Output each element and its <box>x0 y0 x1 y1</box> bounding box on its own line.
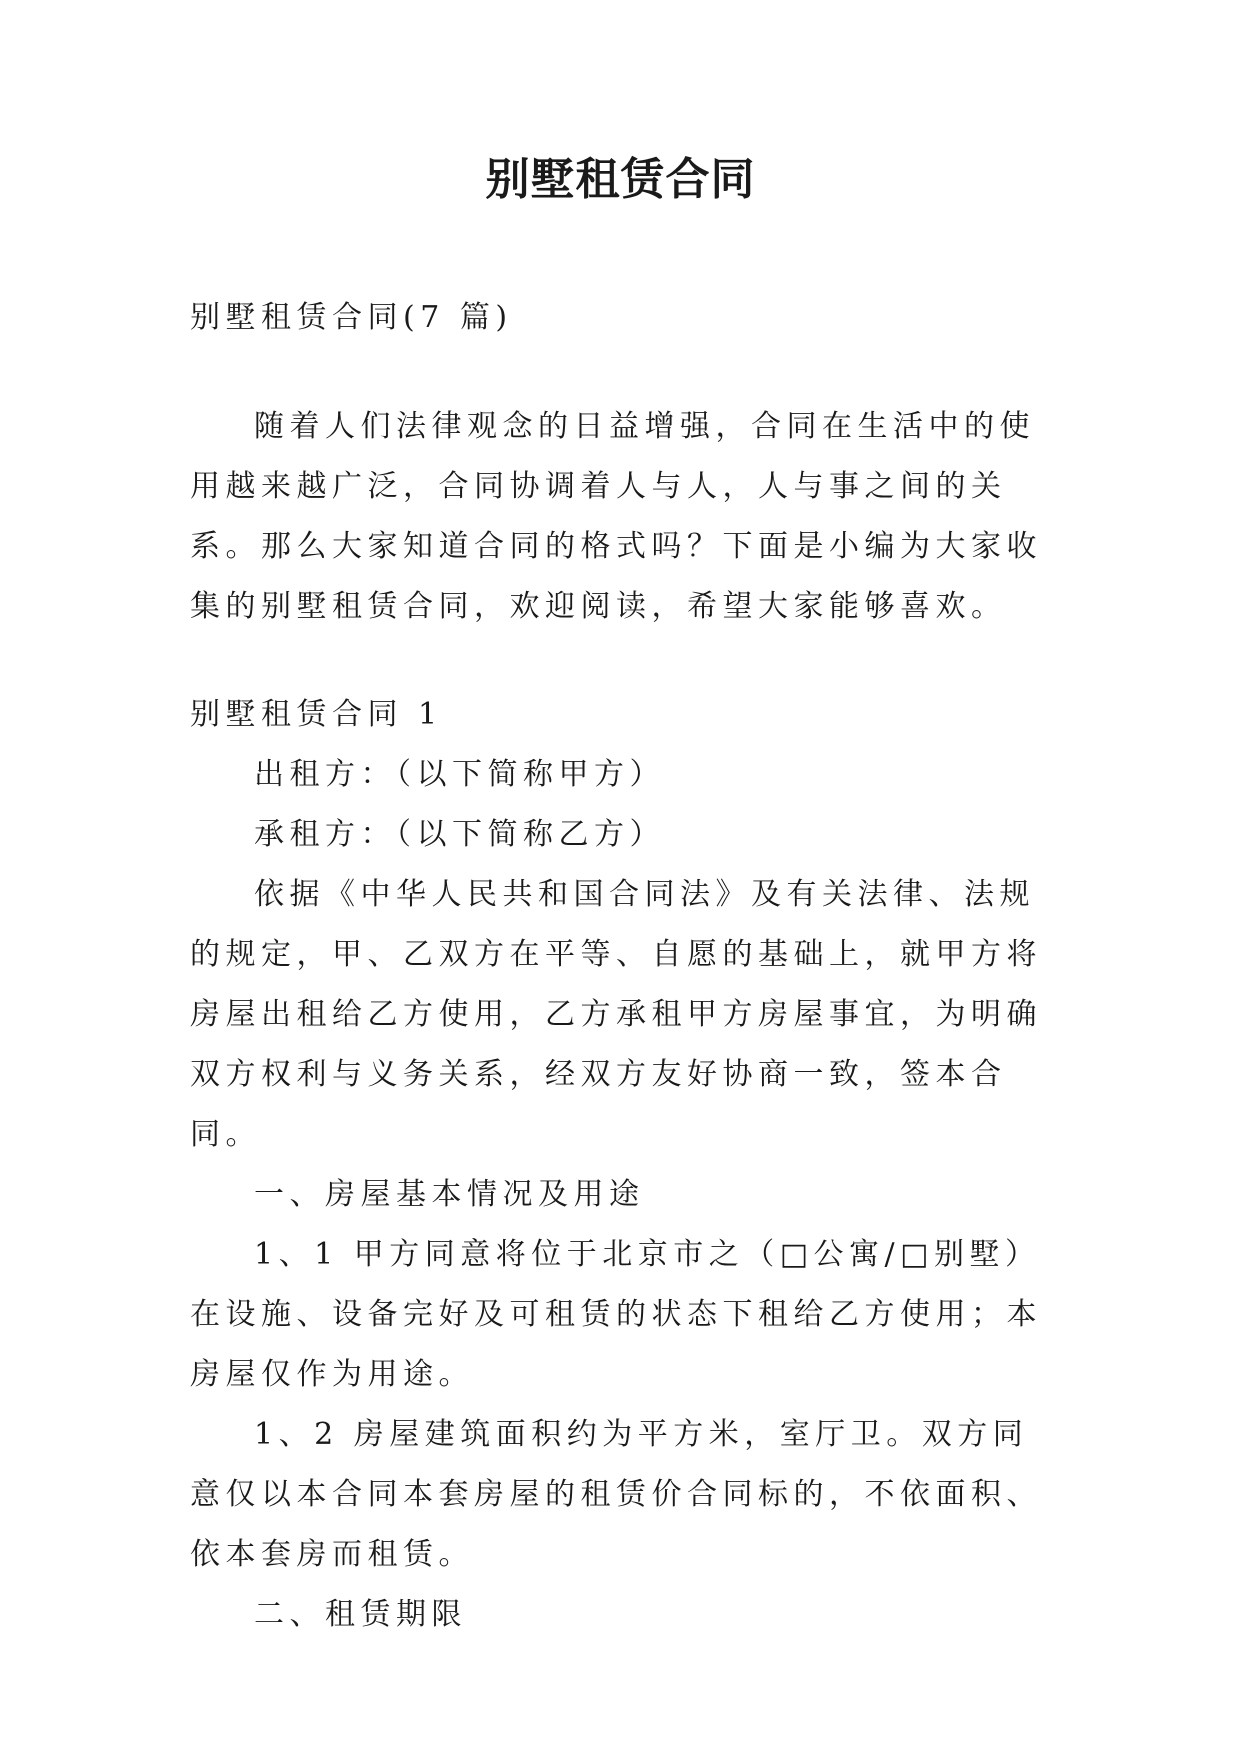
lessee-line: 承租方：（以下简称乙方） <box>254 817 665 852</box>
intro-paragraph: 随着人们法律观念的日益增强，合同在生活中的使用越来越广泛，合同协调着人与人，人与事之间的关系。那么大家知道合同的格式吗？下面是小编为大家收集的别墅租赁合同，欢迎阅读，希望大家能够喜欢。 <box>190 409 1042 624</box>
clause-heading-2: 二、租赁期限 <box>254 1597 467 1632</box>
document-subtitle: 别墅租赁合同(7 篇) <box>190 300 513 335</box>
clause-1-2: 1、2 房屋建筑面积约为平方米，室厅卫。双方同意仅以本合同本套房屋的租赁价合同标的，不依面积、依本套房而租赁。 <box>190 1417 1042 1572</box>
document-title: 别墅租赁合同 <box>485 154 756 205</box>
preamble-paragraph: 依据《中华人民共和国合同法》及有关法律、法规的规定，甲、乙双方在平等、自愿的基础上，就甲方将房屋出租给乙方使用，乙方承租甲方房屋事宜，为明确双方权利与义务关系，经双方友好协商一致，签本合同。 <box>190 877 1042 1152</box>
document-body <box>190 288 1053 1645</box>
clause-1-1: 1、1 甲方同意将位于北京市之（□公寓/□别墅）在设施、设备完好及可租赁的状态下租给乙方使用；本房屋仅作为用途。 <box>190 1237 1042 1392</box>
section-heading: 别墅租赁合同 1 <box>190 697 443 732</box>
lessor-line: 出租方：（以下简称甲方） <box>254 757 665 792</box>
clause-heading-1: 一、房屋基本情况及用途 <box>254 1177 645 1212</box>
